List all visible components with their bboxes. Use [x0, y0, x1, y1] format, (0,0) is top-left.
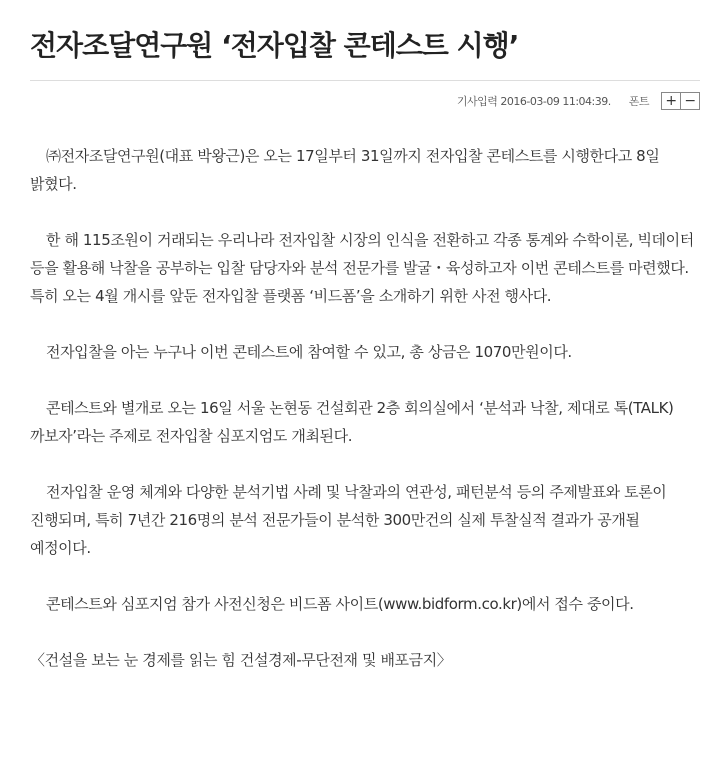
article-paragraph: 전자입찰 운영 체계와 다양한 분석기법 사례 및 낙찰과의 연관성, 패턴분석 등의 주제발표와 토론이 진행되며, 특히 7년간 216명의 분석 전문가들이 분석한 300만건의 실제 투찰실적 결과가 공개될 예정이다. [30, 483, 667, 557]
article-paragraph: 콘테스트와 별개로 오는 16일 서울 논현동 건설회관 2층 회의실에서 ‘분석과 낙찰, 제대로 톡(TALK) 까보자’라는 주제로 전자입찰 심포지엄도 개최된다. [30, 399, 674, 445]
font-size-controls [661, 92, 700, 110]
font-size-label: 폰트 [628, 95, 649, 108]
published-date: 기사입력 2016-03-09 11:04:39. [456, 95, 611, 108]
article-meta [30, 90, 700, 112]
article-paragraph: ㈜전자조달연구원(대표 박왕근)은 오는 17일부터 31일까지 전자입찰 콘테스트를 시행한다고 8일 밝혔다. [30, 147, 660, 193]
article-body [30, 142, 700, 674]
article-title: 전자조달연구원 ‘전자입찰 콘테스트 시행’ [30, 29, 519, 62]
article-paragraph: 콘테스트와 심포지엄 참가 사전신청은 비드폼 사이트(www.bidform.co.kr)에서 접수 중이다. [46, 595, 634, 613]
article-paragraph: 전자입찰을 아는 누구나 이번 콘테스트에 참여할 수 있고, 총 상금은 1070만원이다. [46, 343, 572, 361]
title-divider [30, 80, 700, 81]
font-increase-button[interactable]: + [665, 93, 677, 109]
article [30, 0, 700, 674]
article-paragraph: 한 해 115조원이 거래되는 우리나라 전자입찰 시장의 인식을 전환하고 각종 통계와 수학이론, 빅데이터 등을 활용해 낙찰을 공부하는 입찰 담당자와 분석 전문가를 발굴・육성하고자 이번 콘테스트를 마련했다. 특히 오는 4월 개시를 앞둔 전자입찰 플랫폼 ‘비드폼’을 소개하기 위한 사전 행사다. [30, 231, 694, 305]
copyright-note: 〈건설을 보는 눈 경제를 읽는 힘 건설경제-무단전재 및 배포금지〉 [30, 651, 452, 669]
font-decrease-button[interactable]: − [680, 93, 699, 109]
